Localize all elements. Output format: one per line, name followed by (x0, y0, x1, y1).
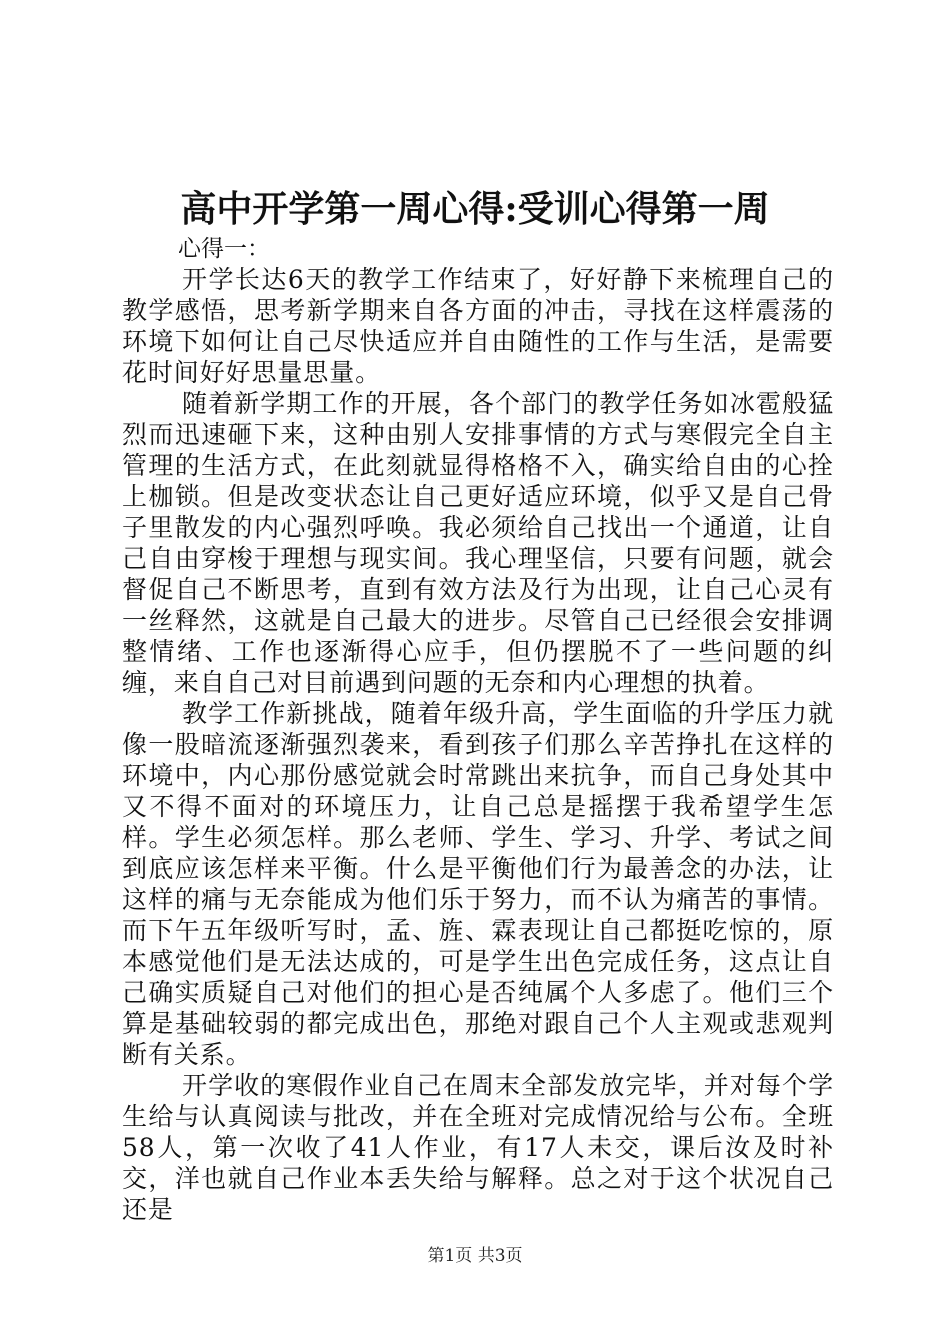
page-title: 高中开学第一周心得:受训心得第一周 (180, 188, 770, 230)
paragraph-3: 教学工作新挑战，随着年级升高，学生面临的升学压力就像一股暗流逐渐强烈袭来，看到孩子们那么辛苦挣扎在这样的环境中，内心那份感觉就会时常跳出来抗争，而自己身处其中又不得不面对的环境压力，让自己总是摇摆于我希望学生怎样。学生必须怎样。那么老师、学生、学习、升学、考试之间到底应该怎样来平衡。什么是平衡他们行为最善念的办法，让这样的痛与无奈能成为他们乐于努力，而不认为痛苦的事情。而下午五年级听写时，孟、旌、霖表现让自己都挺吃惊的，原本感觉他们是无法达成的，可是学生出色完成任务，这点让自己确实质疑自己对他们的担心是否纯属个人多虑了。他们三个算是基础较弱的都完成出色，那绝对跟自己个人主观或悲观判断有关系。 (122, 699, 834, 1069)
page-footer: 第1页 共3页 (427, 1246, 523, 1266)
document-body (122, 234, 834, 1225)
paragraph-2: 随着新学期工作的开展，各个部门的教学任务如冰雹般猛烈而迅速砸下来，这种由别人安排事情的方式与寒假完全自主管理的生活方式，在此刻就显得格格不入，确实给自由的心拴上枷锁。但是改变状态让自己更好适应环境，似乎又是自己骨子里散发的内心强烈呼唤。我必须给自己找出一个通道，让自己自由穿梭于理想与现实间。我心理坚信，只要有问题，就会督促自己不断思考，直到有效方法及行为出现，让自己心灵有一丝释然，这就是自己最大的进步。尽管自己已经很会安排调整情绪、工作也逐渐得心应手，但仍摆脱不了一些问题的纠缠，来自自己对目前遇到问题的无奈和内心理想的执着。 (122, 389, 834, 697)
paragraph-4: 开学收的寒假作业自己在周末全部发放完毕，并对每个学生给与认真阅读与批改，并在全班对完成情况给与公布。全班58人，第一次收了41人作业，有17人未交，课后汝及时补交，洋也就自己作业本丢失给与解释。总之对于这个状况自己还是 (122, 1071, 834, 1224)
section-heading: 心得一： (178, 236, 270, 262)
paragraph-1: 开学长达6天的教学工作结束了，好好静下来梳理自己的教学感悟，思考新学期来自各方面的冲击，寻找在这样震荡的环境下如何让自己尽快适应并自由随性的工作与生活，是需要花时间好好思量思量。 (122, 265, 834, 387)
